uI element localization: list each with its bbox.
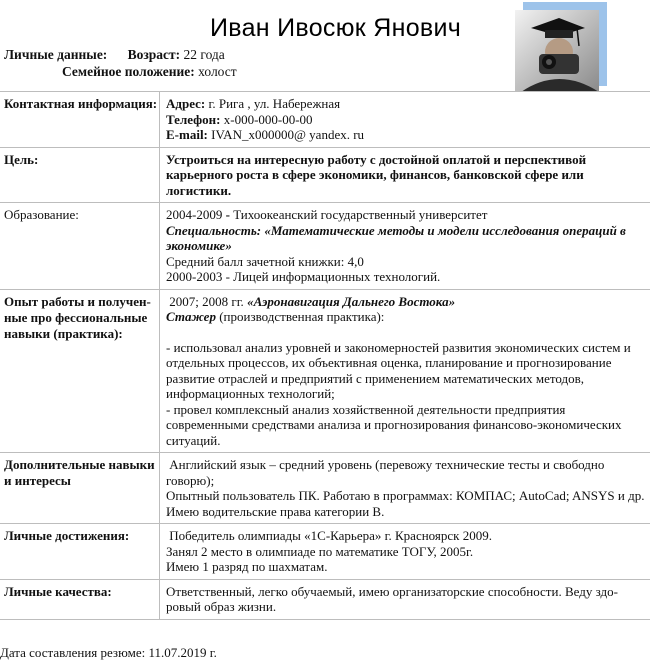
personal-data: [4, 46, 237, 80]
address-label: Адрес:: [166, 96, 206, 111]
edu-sep: -: [222, 207, 234, 222]
skills-value: [160, 453, 650, 523]
education-row: [0, 203, 650, 290]
ach-line-3: Имею 1 разряд по шахматам.: [166, 559, 328, 574]
family-value: холост: [198, 64, 237, 79]
resume-date: Дата составления резюме: 11.07.2019 г.: [0, 645, 217, 660]
ach-line-1: Победитель олимпиады «1С-Карьера» г. Красноярск 2009.: [169, 528, 492, 543]
resume-title: Иван Ивосюк Янович: [210, 14, 462, 42]
experience-value: [160, 290, 650, 453]
skills-label: Дополнительные навыки и интересы: [0, 453, 160, 523]
exp-years: 2007; 2008 гг.: [169, 293, 244, 309]
exp-company: «Аэронавигация Дальнего Востока»: [247, 293, 456, 309]
qualities-text: Ответственный, легко обучаемый, имею организаторские способности. Веду здо-ровый образ жизни.: [166, 583, 618, 614]
edu-school: Тихоокеанский государственный университет: [233, 207, 488, 222]
family-label: Семейное положение:: [62, 64, 195, 79]
edu-spec-label: Специальность:: [166, 222, 262, 238]
qualities-row: [0, 580, 650, 620]
edu-gpa: Средний балл зачетной книжки: 4,0: [166, 253, 364, 269]
exp-item-2: - провел комплексный анализ хозяйственной деятельности предприятия современными средствами анализа и прогнозирования финансово-экономических ситуаций.: [166, 401, 622, 448]
phone-value: x-000-000-00-00: [223, 111, 313, 127]
skills-line-2: Опытный пользователь ПК. Работаю в программах: КОМПАС; AutoCad; ANSYS и др.: [166, 488, 645, 503]
edu-spec-value: «Математические методы и модели исследования операций в экономике»: [166, 222, 626, 253]
education-value: [160, 203, 650, 289]
phone-label: Телефон:: [166, 111, 221, 127]
skills-row: [0, 453, 650, 524]
exp-position-note: (производственная практика):: [219, 309, 385, 324]
contacts-label: Контактная информация:: [0, 92, 160, 147]
email-value: IVAN_x000000@ yandex. ru: [211, 127, 365, 142]
skills-line-3: Имею водительские права категории В.: [166, 503, 385, 519]
edu-years: 2004-2009: [166, 207, 223, 222]
exp-position: Стажер: [166, 309, 216, 324]
experience-label: Опыт работы и получен-ные про фессиональные навыки (практика):: [0, 290, 160, 453]
achievements-label: Личные достижения:: [0, 524, 160, 579]
ach-line-2: Занял 2 место в олимпиаде по математике ТОГУ, 2005г.: [166, 543, 474, 559]
achievements-row: [0, 524, 650, 580]
goal-text: Устроиться на интересную работу с достойной оплатой и перспективой карьерного роста в сфере экономики, финансов, банковской сфере или логистики.: [166, 151, 587, 198]
email-label: E-mail:: [166, 127, 208, 142]
qualities-label: Личные качества:: [0, 580, 160, 619]
profile-photo: [515, 2, 607, 92]
exp-item-1: - использовал анализ уровней и закономерностей развития экономических систем и отдельных процессов, их объективная оценка, планирование и прогнозирование развитие отраслей и предприятий с применением математических методов, информационных технологий;: [166, 339, 631, 401]
resume-table: [0, 91, 650, 620]
experience-row: [0, 290, 650, 454]
contacts-row: [0, 92, 650, 148]
age-value: 22 года: [183, 47, 225, 62]
goal-label: Цель:: [0, 148, 160, 203]
age-label: Возраст:: [127, 47, 181, 62]
edu-line2: 2000-2003 - Лицей информационных технологий.: [166, 269, 441, 284]
contacts-value: [160, 92, 650, 147]
goal-row: [0, 148, 650, 204]
achievements-value: [160, 524, 650, 579]
personal-label: Личные данные:: [4, 47, 108, 62]
skills-line-1: Английский язык – средний уровень (перевожу технические тесты и свободно говорю);: [166, 457, 605, 488]
education-label: Образование:: [0, 203, 160, 289]
address-value: г. Рига , ул. Набережная: [208, 96, 341, 111]
